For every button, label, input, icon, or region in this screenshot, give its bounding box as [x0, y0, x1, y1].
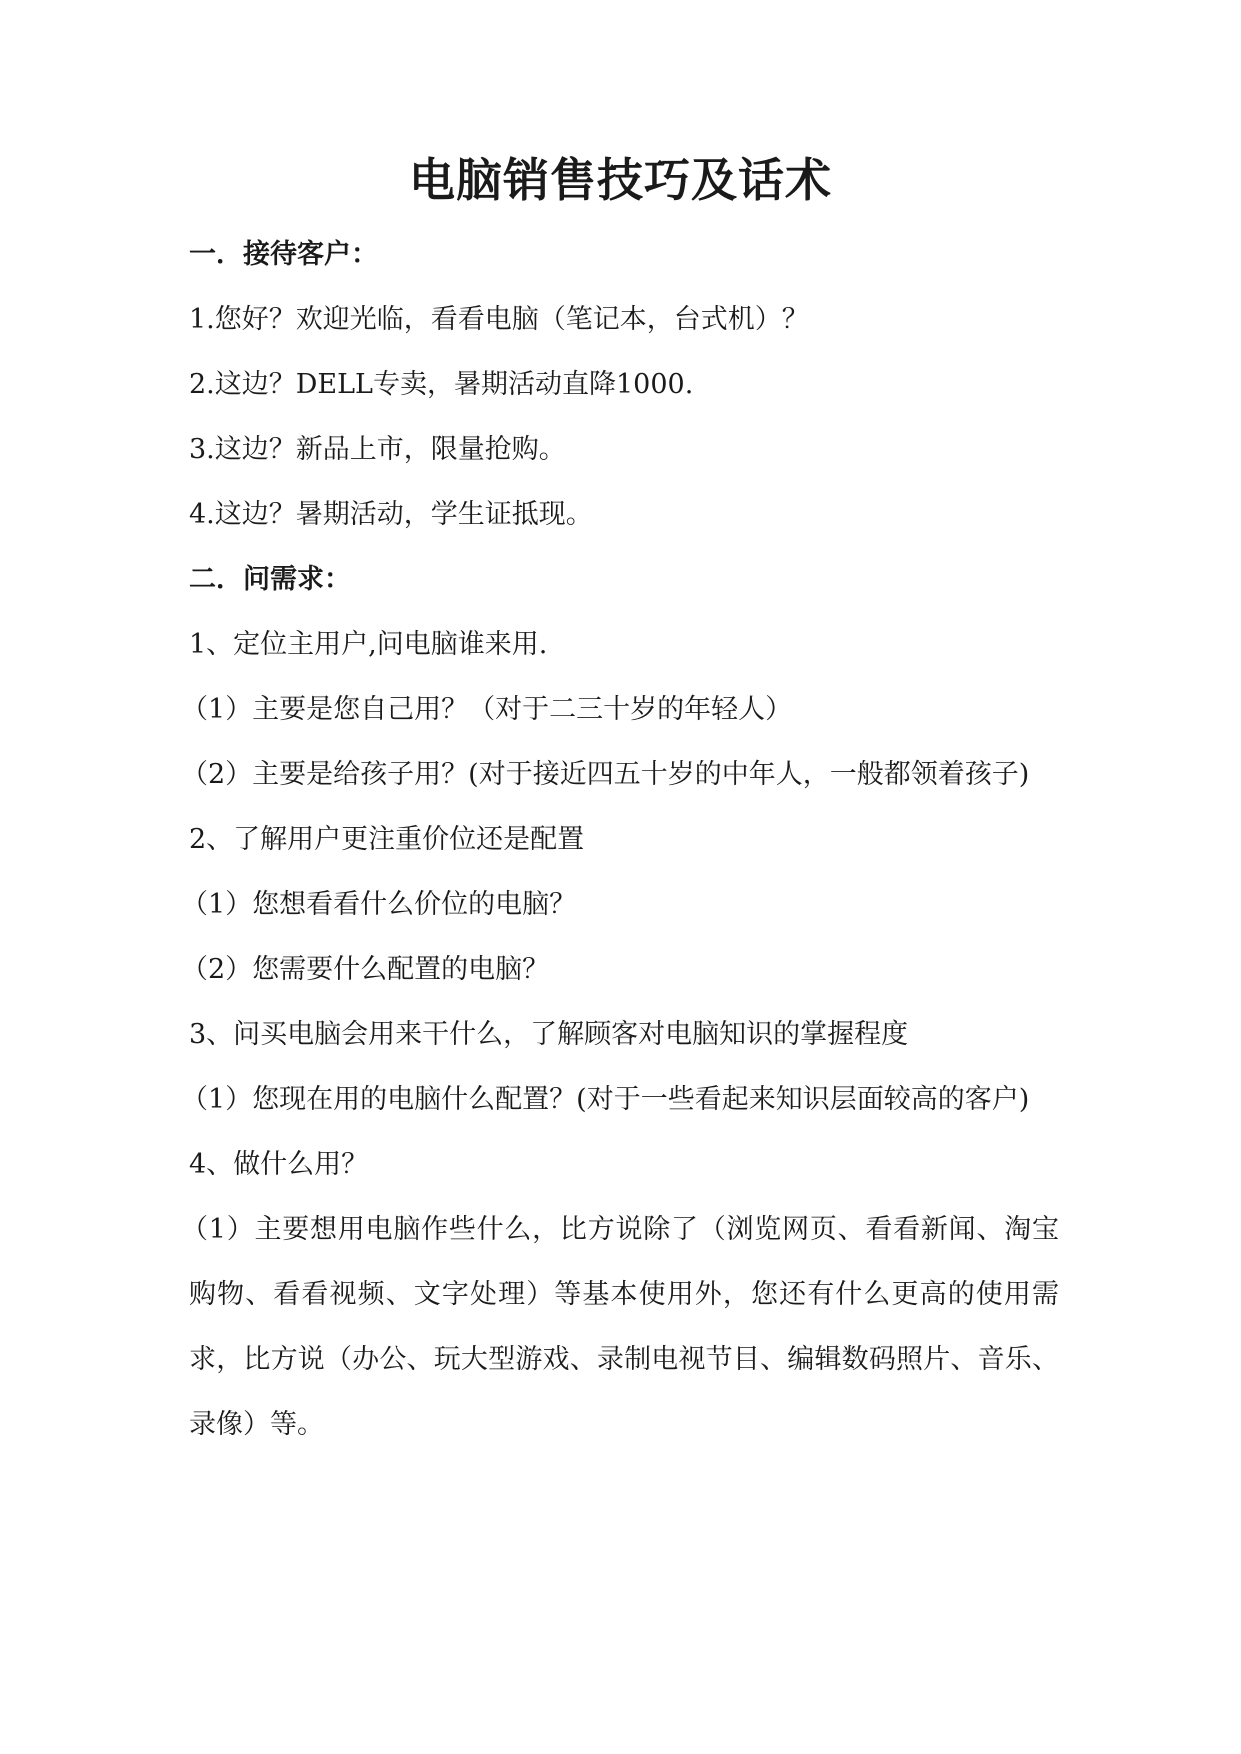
paragraph-line: （2）您需要什么配置的电脑？: [181, 954, 550, 985]
section-heading: 一．接待客户：: [189, 239, 378, 270]
paragraph-line: （1）主要是您自己用？（对于二三十岁的年轻人）: [181, 694, 793, 725]
paragraph-line: （2）主要是给孩子用？(对于接近四五十岁的中年人，一般都领着孩子): [181, 759, 1030, 790]
paragraph-line: 4、做什么用？: [189, 1149, 369, 1180]
paragraph-line: 3、问买电脑会用来干什么，了解顾客对电脑知识的掌握程度: [189, 1019, 909, 1050]
document-title: 电脑销售技巧及话术: [409, 153, 832, 207]
paragraph-line: 2.这边？DELL专卖，暑期活动直降1000.: [189, 369, 694, 400]
paragraph-line: 3.这边？新品上市，限量抢购。: [189, 434, 566, 465]
paragraph-line: （1）您想看看什么价位的电脑？: [181, 889, 577, 920]
paragraph-line: 4.这边？暑期活动，学生证抵现。: [189, 499, 593, 530]
document-body: [181, 222, 1059, 1457]
paragraph-line: （1）主要想用电脑作些什么，比方说除了（浏览网页、看看新闻、淘宝购物、看看视频、文字处理）等基本使用外，您还有什么更高的使用需求，比方说（办公、玩大型游戏、录制电视节目、编辑数码照片、音乐、录像）等。: [181, 1214, 1059, 1440]
section-heading: 二．问需求：: [189, 564, 351, 595]
paragraph-line: 1.您好？欢迎光临，看看电脑（笔记本，台式机）？: [189, 304, 809, 335]
paragraph-line: （1）您现在用的电脑什么配置？(对于一些看起来知识层面较高的客户): [181, 1084, 1030, 1115]
paragraph-line: 2、了解用户更注重价位还是配置: [189, 824, 585, 855]
paragraph-line: 1、定位主用户,问电脑谁来用.: [189, 629, 548, 660]
